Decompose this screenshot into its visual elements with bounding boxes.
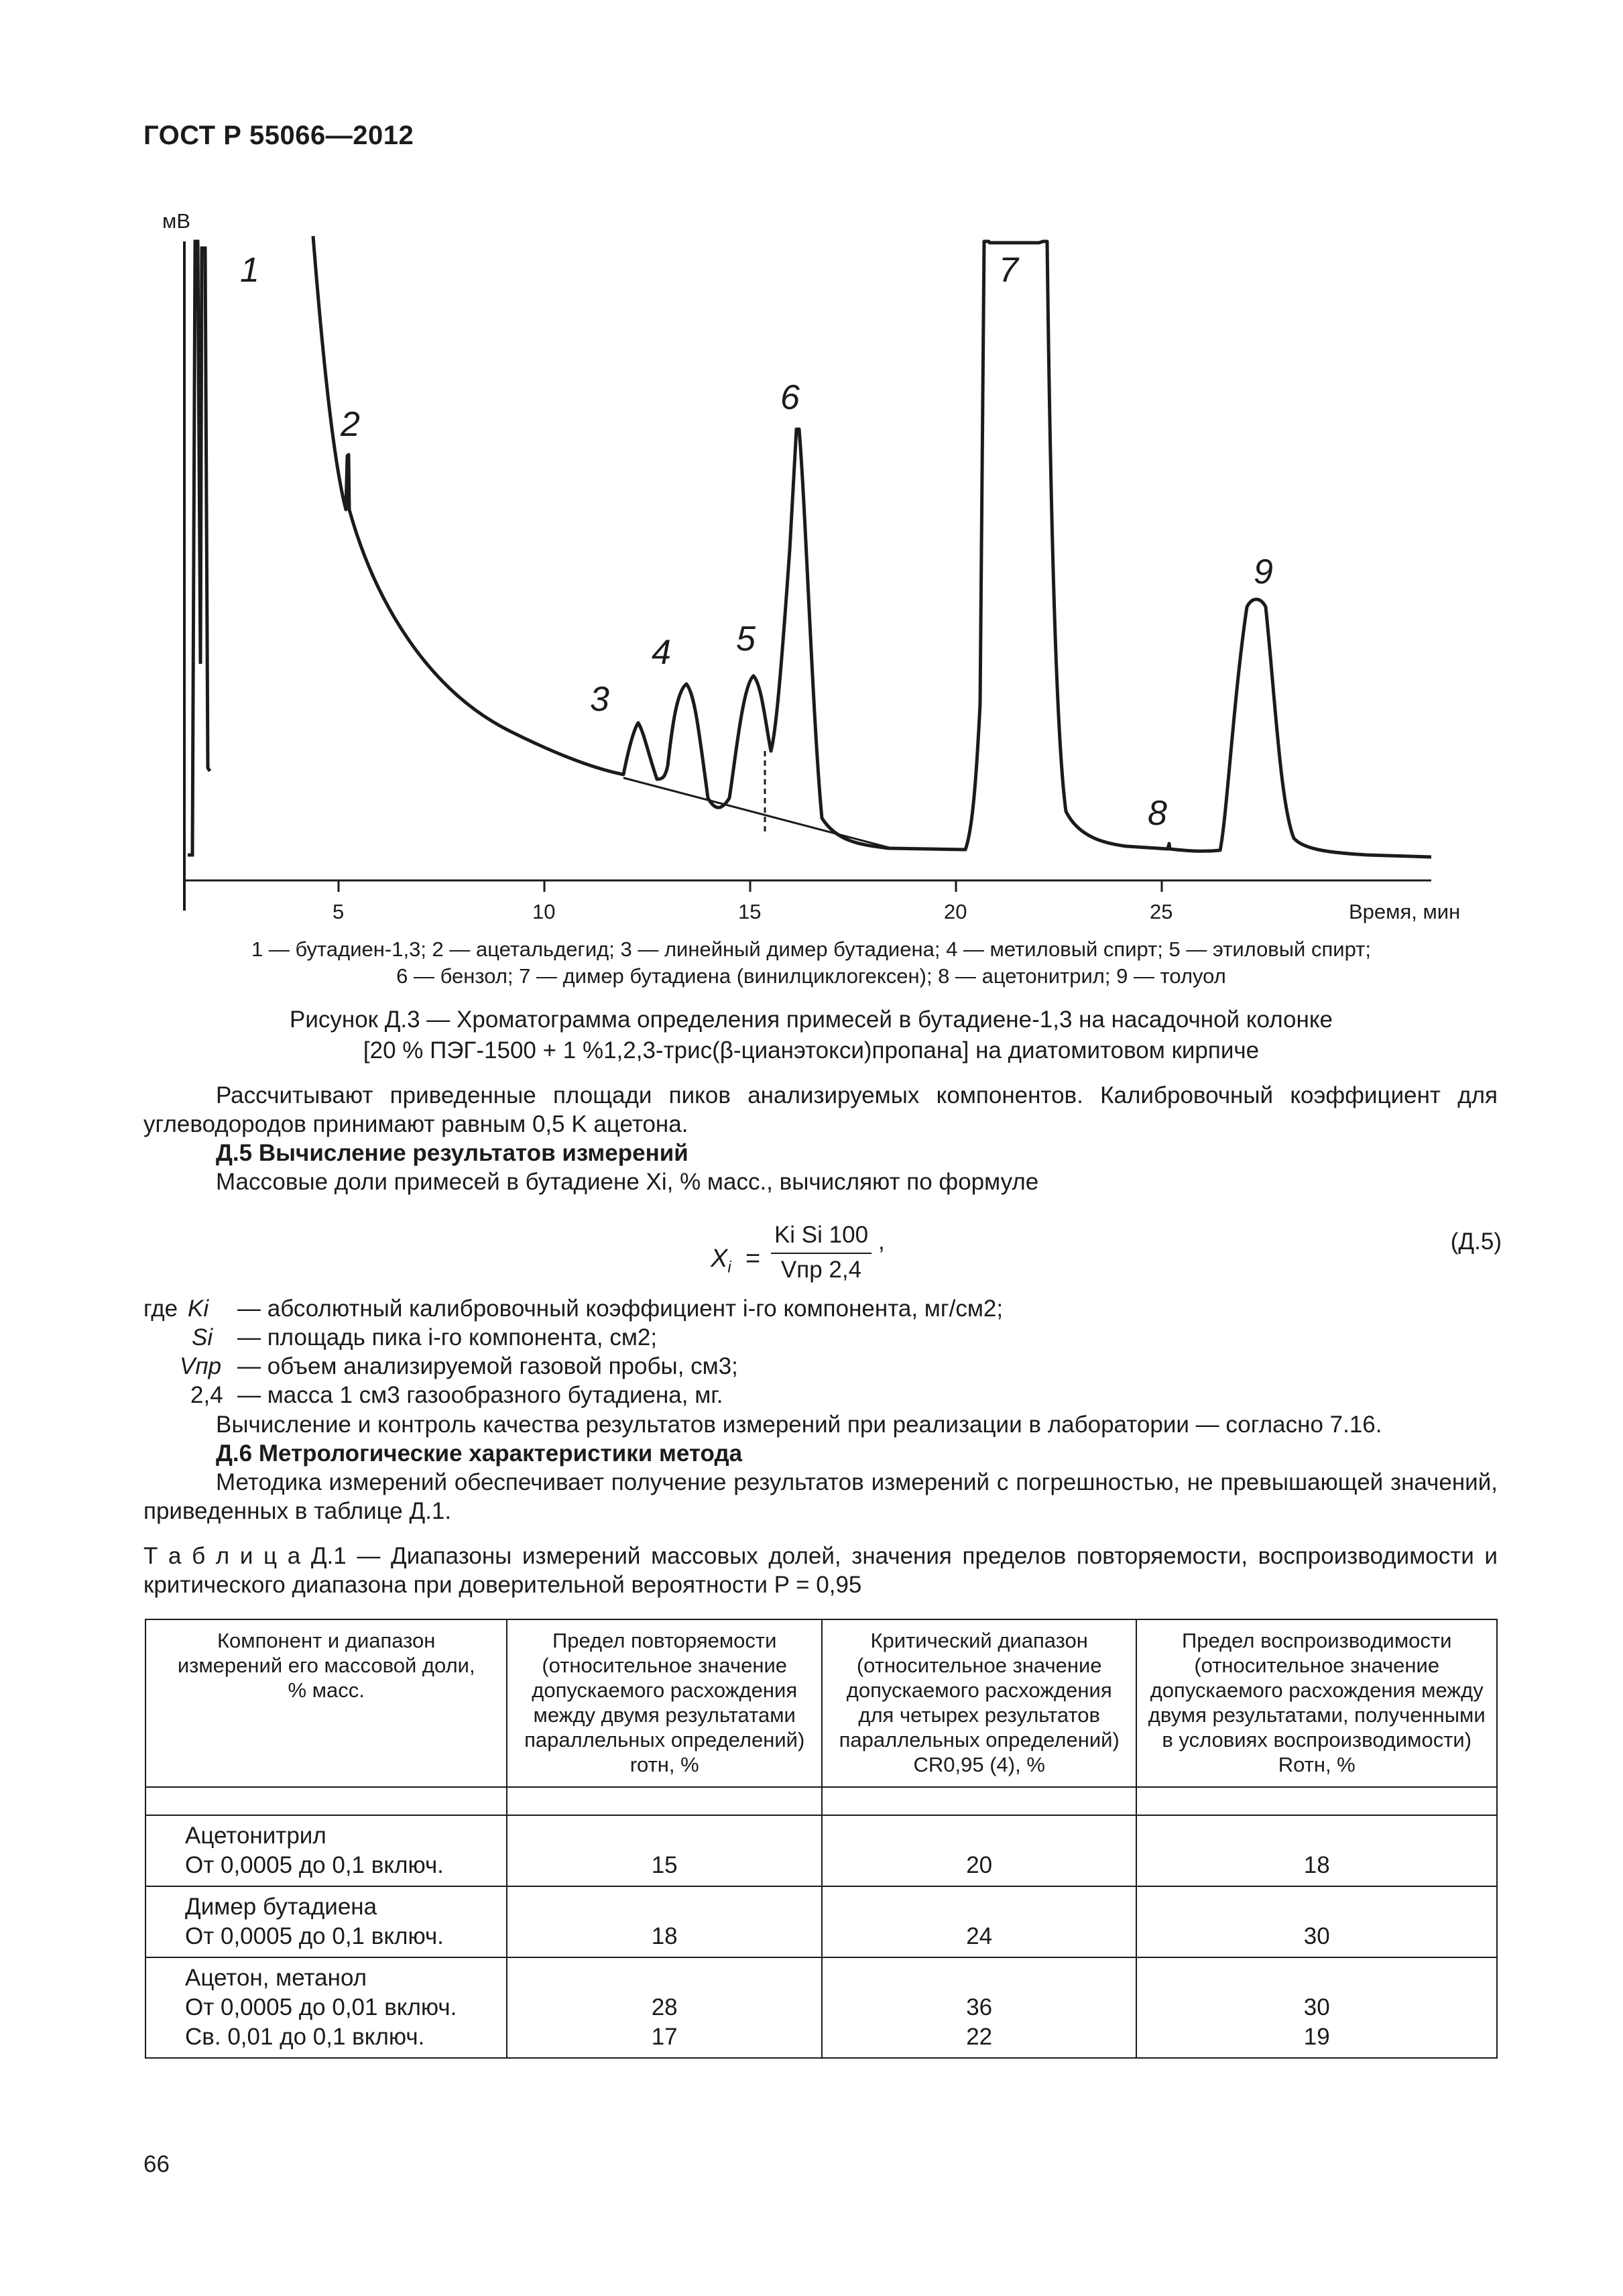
x-tick-label: 25 <box>1150 900 1173 923</box>
paragraph-formula-intro: Массовые доли примесей в бутадиене Xi, % масс., вычисляют по формуле <box>216 1169 1039 1195</box>
table-header-row <box>145 1619 1497 1787</box>
peak-label-8: 8 <box>1148 794 1167 833</box>
paragraph-calibration: Рассчитывают приведенные площади пиков анализируемых компонентов. Калибровочный коэффициент для углеводородов принимают равным 0,5 K ацетона. <box>143 1082 1498 1137</box>
where-word: где <box>143 1296 178 1322</box>
solvent-spike <box>188 241 210 855</box>
legend-line: 1 — бутадиен-1,3; 2 — ацетальдегид; 3 — линейный димер бутадиена; 4 — метиловый спирт; 5 — этиловый спирт; <box>251 937 1371 961</box>
where-symbol: Vпр <box>180 1353 222 1379</box>
component-cell <box>145 1886 507 1957</box>
document-header: ГОСТ Р 55066—2012 <box>143 121 414 150</box>
formula-fraction-bar <box>771 1253 871 1254</box>
formula-numerator: Ki Si 100 <box>774 1222 869 1248</box>
reproducibility-cell: 30 19 <box>1136 1957 1497 2058</box>
section-heading-d6: Д.6 Метрологические характеристики метода <box>216 1440 743 1467</box>
caption-line: Рисунок Д.3 — Хроматограмма определения примесей в бутадиене-1,3 на насадочной колонке <box>289 1007 1333 1033</box>
repeatability-cell: 15 <box>507 1815 822 1886</box>
component-range: От 0,0005 до 0,01 включ. <box>185 1994 457 2020</box>
where-symbol: Si <box>192 1324 213 1351</box>
table-title <box>143 1542 1498 1599</box>
reproducibility-cell: 30 <box>1136 1886 1497 1957</box>
table-row <box>145 1815 1497 1886</box>
formula-equals: = <box>745 1245 761 1273</box>
component-cell <box>145 1815 507 1886</box>
where-description: — масса 1 см3 газообразного бутадиена, мг. <box>237 1382 723 1408</box>
legend-line: 6 — бензол; 7 — димер бутадиена (винилциклогексен); 8 — ацетонитрил; 9 — толуол <box>396 964 1226 988</box>
formula-lhs: $X_i$ <box>711 1245 731 1277</box>
chromatogram-figure <box>0 194 1623 939</box>
table-header-cell: Предел повторяемости (относительное значение допускаемого расхождения между двумя результатами параллельных определений) rотн, % <box>507 1619 822 1787</box>
peak-label-7: 7 <box>999 251 1018 290</box>
repeatability-cell: 18 <box>507 1886 822 1957</box>
formula-comma: , <box>878 1228 885 1255</box>
chromatogram-trace <box>313 236 1431 857</box>
table-title-prefix: Т а б л и ц а Д.1 <box>143 1543 347 1569</box>
table-spacer-row <box>145 1787 1497 1815</box>
component-cell <box>145 1957 507 2058</box>
paragraph-method-accuracy: Методика измерений обеспечивает получение результатов измерений с погрешностью, не превышающей значений, приведенных в таблице Д.1. <box>143 1469 1498 1524</box>
formula-d5 <box>670 1222 1502 1296</box>
x-tick-label: 5 <box>333 900 345 923</box>
where-description: — абсолютный калибровочный коэффициент i-го компонента, мг/см2; <box>237 1296 1004 1322</box>
table-header-cell: Предел воспроизводимости (относительное значение допускаемого расхождения между двумя результатами, полученными в условиях воспроизводимости) Rотн, % <box>1136 1619 1497 1787</box>
table-header-cell: Компонент и диапазон измерений его массовой доли, % масс. <box>145 1619 507 1787</box>
y-unit-label: мВ <box>162 209 190 233</box>
critical-range-cell: 24 <box>822 1886 1137 1957</box>
x-axis-title: Время, мин <box>1349 900 1461 923</box>
critical-range-cell: 20 <box>822 1815 1137 1886</box>
peak-label-6: 6 <box>780 378 800 417</box>
component-name: Димер бутадиена <box>185 1894 377 1920</box>
figure-caption <box>154 1005 1468 1066</box>
table-title-text: — Диапазоны измерений массовых долей, значения пределов повторяемости, воспроизводимости и критического диапазона при доверительной вероятности P = 0,95 <box>143 1543 1498 1598</box>
caption-line: [20 % ПЭГ-1500 + 1 %1,2,3-трис(β-цианэтокси)пропана] на диатомитовом кирпиче <box>363 1037 1260 1064</box>
component-range: От 0,0005 до 0,1 включ. <box>185 1923 444 1949</box>
component-name: Ацетонитрил <box>185 1823 326 1849</box>
component-range: Св. 0,01 до 0,1 включ. <box>185 2024 425 2050</box>
formula-number: (Д.5) <box>1450 1228 1502 1255</box>
where-symbol: 2,4 <box>190 1382 223 1408</box>
table-row <box>145 1886 1497 1957</box>
page-number: 66 <box>143 2151 170 2177</box>
where-symbol: Ki <box>188 1296 209 1322</box>
table-row <box>145 1957 1497 2058</box>
peak-label-9: 9 <box>1254 553 1273 591</box>
reproducibility-cell: 18 <box>1136 1815 1497 1886</box>
where-description: — объем анализируемой газовой пробы, см3; <box>237 1353 738 1379</box>
peak-label-1: 1 <box>240 251 259 290</box>
peak-label-3: 3 <box>590 680 609 719</box>
component-range: От 0,0005 до 0,1 включ. <box>185 1852 444 1878</box>
figure-legend <box>154 936 1468 990</box>
paragraph-quality-control: Вычисление и контроль качества результатов измерений при реализации в лаборатории — согласно 7.16. <box>216 1412 1382 1438</box>
x-tick-label: 20 <box>944 900 967 923</box>
component-name: Ацетон, метанол <box>185 1965 367 1991</box>
section-heading-d5: Д.5 Вычисление результатов измерений <box>216 1140 688 1166</box>
metrology-table <box>145 1619 1498 2059</box>
where-description: — площадь пика i-го компонента, см2; <box>237 1324 658 1351</box>
peak-label-5: 5 <box>736 620 756 658</box>
x-tick-label: 15 <box>738 900 762 923</box>
x-tick-label: 10 <box>532 900 556 923</box>
repeatability-cell: 28 17 <box>507 1957 822 2058</box>
baseline-under-peaks <box>623 778 892 848</box>
peak-label-4: 4 <box>652 633 671 672</box>
critical-range-cell: 36 22 <box>822 1957 1137 2058</box>
peak-label-2: 2 <box>341 405 360 444</box>
formula-denominator: Vпр 2,4 <box>780 1257 862 1283</box>
table-header-cell: Критический диапазон (относительное значение допускаемого расхождения для четырех результатов параллельных определений) CR0,95 (4), % <box>822 1619 1137 1787</box>
